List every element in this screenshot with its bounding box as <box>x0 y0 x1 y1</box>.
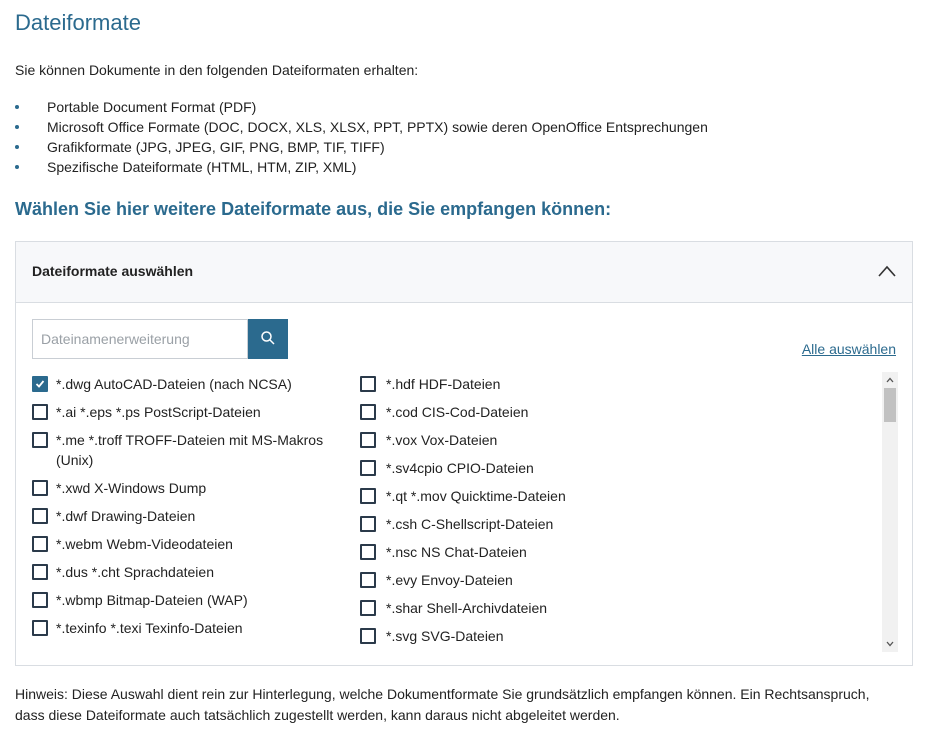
file-format-option[interactable] <box>360 430 680 450</box>
file-format-option[interactable] <box>360 514 680 534</box>
file-format-option[interactable] <box>360 598 680 618</box>
checkbox[interactable] <box>360 460 376 476</box>
file-format-option-label: *.qt *.mov Quicktime-Dateien <box>386 488 566 504</box>
scroll-up-icon[interactable] <box>882 372 898 388</box>
file-format-option[interactable] <box>32 562 352 582</box>
checkbox[interactable] <box>32 404 48 420</box>
check-icon <box>35 379 45 389</box>
checkbox[interactable] <box>32 536 48 552</box>
list-item-label: Spezifische Dateiformate (HTML, HTM, ZIP, XML) <box>47 159 357 175</box>
file-format-options <box>32 374 884 659</box>
checkbox[interactable] <box>360 404 376 420</box>
hint-text: Hinweis: Diese Auswahl dient rein zur Hinterlegung, welche Dokumentformate Sie grundsätzlich empfangen können. Ein Rechtsanspruch, dass diese Dateiformate auch tatsächlich zugestellt werden, kann daraus nicht abgeleitet werden. <box>15 686 870 723</box>
list-item-label: Microsoft Office Formate (DOC, DOCX, XLS, XLSX, PPT, PPTX) sowie deren OpenOffice Entsprechungen <box>47 119 708 135</box>
select-all-link[interactable]: Alle auswählen <box>801 341 896 357</box>
checkbox[interactable] <box>32 480 48 496</box>
bullet-icon <box>15 145 19 149</box>
scroll-down-icon[interactable] <box>882 636 898 652</box>
file-format-option-label: *.cod CIS-Cod-Dateien <box>386 404 529 420</box>
file-format-option-label: *.ai *.eps *.ps PostScript-Dateien <box>56 404 261 420</box>
bullet-icon <box>15 125 19 129</box>
section-title: Wählen Sie hier weitere Dateiformate aus, die Sie empfangen können: <box>15 199 612 219</box>
checkbox[interactable] <box>32 508 48 524</box>
file-format-option[interactable] <box>32 506 352 526</box>
file-format-option[interactable] <box>32 374 352 394</box>
file-format-option-label: *.sv4cpio CPIO-Dateien <box>386 460 534 476</box>
checkbox[interactable] <box>32 592 48 608</box>
search-input[interactable] <box>32 319 248 359</box>
panel-header-label: Dateiformate auswählen <box>32 263 194 279</box>
checkbox[interactable] <box>360 516 376 532</box>
file-format-option-label: *.wbmp Bitmap-Dateien (WAP) <box>56 592 248 608</box>
file-format-option-label: *.hdf HDF-Dateien <box>386 376 501 392</box>
checkbox[interactable] <box>360 628 376 644</box>
file-format-option[interactable] <box>32 618 352 638</box>
file-format-option-label: *.csh C-Shellscript-Dateien <box>386 516 554 532</box>
file-format-option-label: *.svg SVG-Dateien <box>386 628 504 644</box>
list-item <box>15 157 708 177</box>
search-icon <box>260 330 276 349</box>
checkbox[interactable] <box>32 564 48 580</box>
file-format-option[interactable] <box>360 626 680 646</box>
file-format-option[interactable] <box>32 402 352 422</box>
list-item-label: Portable Document Format (PDF) <box>47 99 257 115</box>
checkbox-checked[interactable] <box>32 376 48 392</box>
file-format-option-label: *.dus *.cht Sprachdateien <box>56 564 214 580</box>
file-format-option[interactable] <box>360 458 680 478</box>
file-format-option-label: *.texinfo *.texi Texinfo-Dateien <box>56 620 243 636</box>
file-format-option-label: *.evy Envoy-Dateien <box>386 572 513 588</box>
list-item <box>15 137 708 157</box>
file-format-option-label: *.webm Webm-Videodateien <box>56 536 233 552</box>
supported-formats-list <box>15 97 708 177</box>
file-format-option[interactable] <box>360 570 680 590</box>
options-column-left <box>32 374 352 646</box>
panel-header[interactable] <box>16 242 912 303</box>
file-format-option[interactable] <box>360 542 680 562</box>
bullet-icon <box>15 105 19 109</box>
checkbox[interactable] <box>360 544 376 560</box>
options-column-right <box>360 374 680 654</box>
checkbox[interactable] <box>360 488 376 504</box>
file-format-option-label: *.vox Vox-Dateien <box>386 432 498 448</box>
file-format-option[interactable] <box>360 374 680 394</box>
file-format-option[interactable] <box>32 590 352 610</box>
checkbox[interactable] <box>360 572 376 588</box>
bullet-icon <box>15 165 19 169</box>
file-format-option[interactable] <box>32 430 352 470</box>
file-format-option-label: *.dwg AutoCAD-Dateien (nach NCSA) <box>56 376 292 392</box>
checkbox[interactable] <box>32 620 48 636</box>
list-item <box>15 117 708 137</box>
list-item <box>15 97 708 117</box>
checkbox[interactable] <box>360 376 376 392</box>
file-format-option[interactable] <box>360 402 680 422</box>
file-format-option-label: *.dwf Drawing-Dateien <box>56 508 196 524</box>
file-format-option-label: *.nsc NS Chat-Dateien <box>386 544 527 560</box>
page-title: Dateiformate <box>15 10 141 35</box>
checkbox[interactable] <box>360 600 376 616</box>
scrollbar-thumb[interactable] <box>884 388 896 422</box>
checkbox[interactable] <box>32 432 48 448</box>
file-format-panel <box>15 241 913 666</box>
checkbox[interactable] <box>360 432 376 448</box>
file-format-option[interactable] <box>32 534 352 554</box>
file-format-option-label: *.xwd X-Windows Dump <box>56 480 207 496</box>
list-item-label: Grafikformate (JPG, JPEG, GIF, PNG, BMP, TIF, TIFF) <box>47 139 385 155</box>
file-format-option[interactable] <box>360 486 680 506</box>
intro-text: Sie können Dokumente in den folgenden Dateiformaten erhalten: <box>15 62 419 78</box>
file-format-option-label: *.me *.troff TROFF-Dateien mit MS-Makros (Unix) <box>56 432 324 468</box>
chevron-up-icon[interactable] <box>878 264 896 278</box>
file-format-option-label: *.shar Shell-Archivdateien <box>386 600 548 616</box>
search-button[interactable] <box>248 319 288 359</box>
file-format-option[interactable] <box>32 478 352 498</box>
options-scrollbar[interactable] <box>882 372 898 652</box>
